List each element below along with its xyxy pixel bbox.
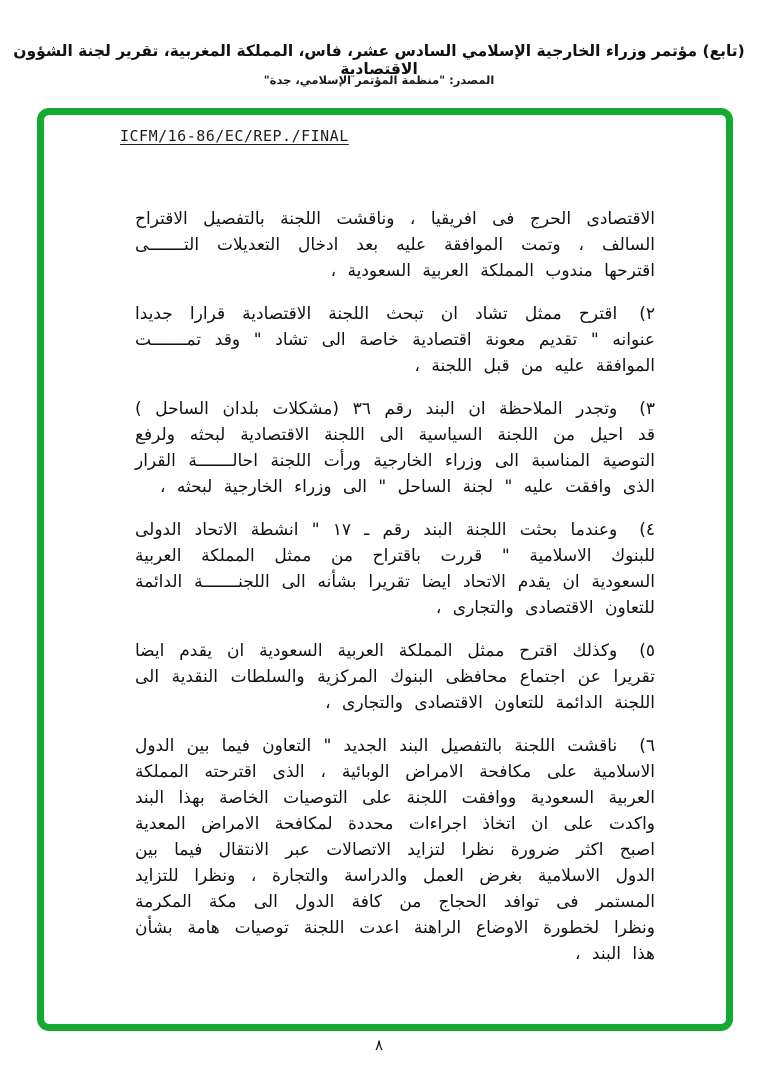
paragraph-number: ٣) <box>639 399 655 419</box>
paragraph-number: ٢) <box>639 304 655 324</box>
paragraph-number: ٦) <box>639 736 655 756</box>
paragraph-text: الاقتصادى الحرج فى افريقيا ، وناقشت اللجنة بالتفصيل الاقتراح السالف ، وتمت الموافقة عليه بعد ادخال التعديلات التـــــــى اقترحها مندوب المملكة العربية السعودية ، <box>135 209 655 281</box>
page-number: ٨ <box>374 1036 384 1054</box>
document-body <box>135 206 655 984</box>
paragraph-number: ٥) <box>639 641 655 661</box>
paragraph-number: ٤) <box>639 520 656 540</box>
body-paragraph <box>135 517 655 621</box>
document-header-title: (تابع) مؤتمر وزراء الخارجية الإسلامي السادس عشر، فاس، المملكة المغربية، تقرير لجنة الشؤون الاقتصادية <box>13 42 745 78</box>
paragraph-text: وعندما بحثت اللجنة البند رقم ـ ١٧ " انشطة الاتحاد الدولى للبنوك الاسلامية " قررت باقتراح من ممثل المملكة العربية السعودية ان يقدم الاتحاد ايضا تقريرا بشأنه الى اللجنـــــــة الدائمة للتعاون الاقتصادى والتجارى ، <box>135 520 655 618</box>
paragraph-text: اقترح ممثل تشاد ان تبحث اللجنة الاقتصادية قرارا جديدا عنوانه " تقديم معونة اقتصادية خاصة الى تشاد " وقد تمـــــــت الموافقة عليه من قبل اللجنة ، <box>135 304 655 376</box>
document-reference: ICFM/16-86/EC/REP./FINAL <box>120 127 349 145</box>
body-paragraph <box>135 733 655 967</box>
body-paragraph <box>135 206 655 284</box>
paragraph-text: وكذلك اقترح ممثل المملكة العربية السعودية ان يقدم ايضا تقريرا عن اجتماع محافظى البنوك المركزية والسلطات النقدية الى اللجنة الدائمة للتعاون الاقتصادى والتجارى ، <box>135 641 655 713</box>
body-paragraph <box>135 396 655 500</box>
body-paragraph <box>135 301 655 379</box>
body-paragraph <box>135 638 655 716</box>
paragraph-text: ناقشت اللجنة بالتفصيل البند الجديد " التعاون فيما بين الدول الاسلامية على مكافحة الامراض الوبائية ، الذى اقترحته المملكة العربية السعودية ووافقت اللجنة على التوصيات الخاصة بهذا البند واكدت على ان اتخاذ اجراءات محددة لمكافحة الامراض المعدية اصبح اكثر ضرورة نظرا لتزايد الاتصالات عبر الانتقال فيما بين الدول الاسلامية بغرض العمل والدراسة والتجارة ، ونظرا للتزايد المستمر فى توافد الحجاج من كافة الدول الى مكة المكرمة ونظرا لخطورة الاوضاع الراهنة اعدت اللجنة توصيات هامة بشأن هذا البند ، <box>135 736 655 964</box>
document-source-line: المصدر: "منظمة المؤتمر الإسلامي، جدة" <box>263 73 495 87</box>
paragraph-text: وتجدر الملاحظة ان البند رقم ٣٦ (مشكلات بلدان الساحل ) قد احيل من اللجنة السياسية الى اللجنة الاقتصادية لبحثه ولرفع التوصية المناسبة الى وزراء الخارجية ورأت اللجنة احالـــــــة القرار الذى وافقت عليه " لجنة الساحل " الى وزراء الخارجية لبحثه ، <box>135 399 655 497</box>
